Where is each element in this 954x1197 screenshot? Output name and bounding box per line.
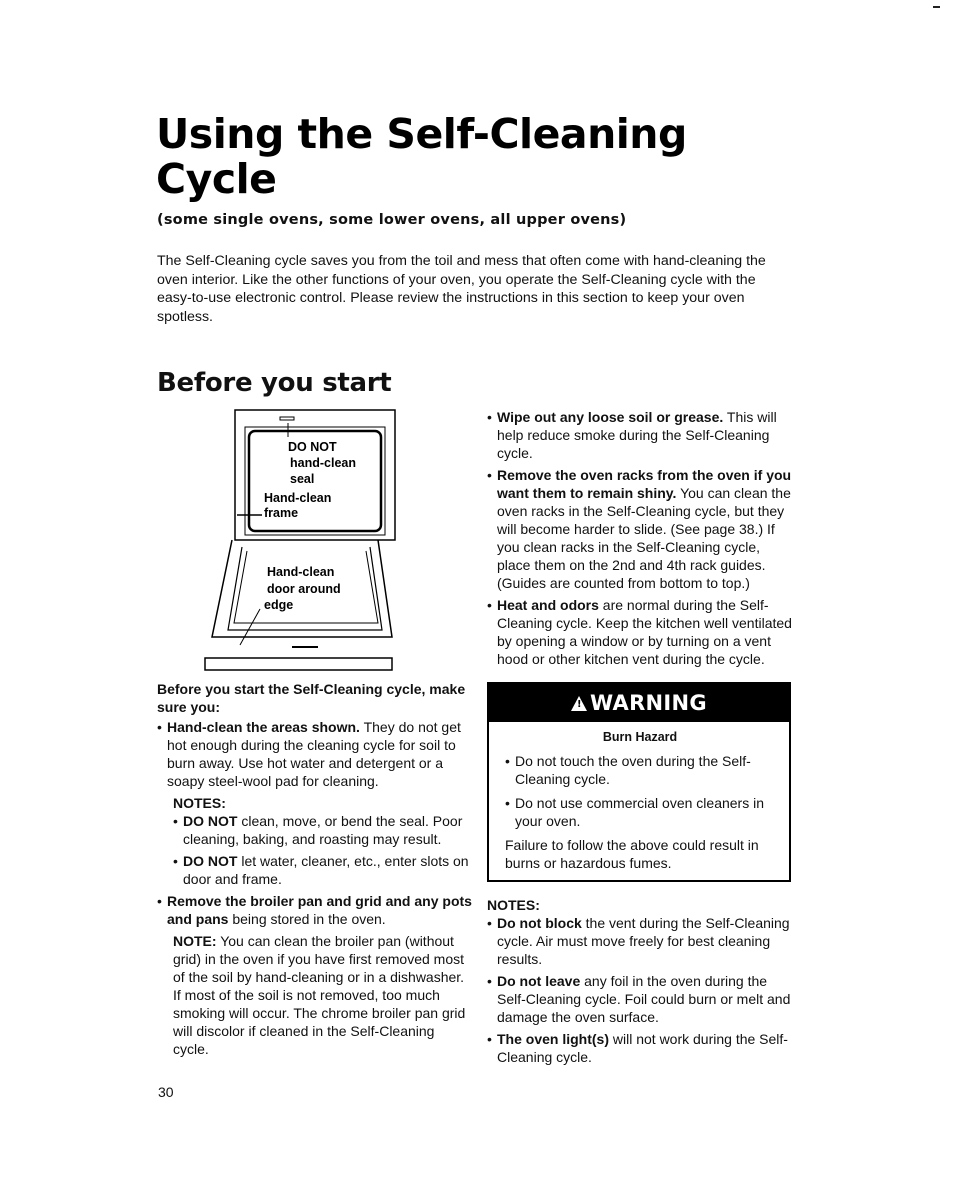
section-title: Before you start xyxy=(157,368,392,398)
list-item: • Do not touch the oven during the Self-Cleaning cycle. xyxy=(505,752,775,788)
oven-diagram xyxy=(200,405,400,677)
list-item: • Do not use commercial oven cleaners in your oven. xyxy=(505,794,775,830)
diagram-label-edge: edge xyxy=(264,598,294,612)
warning-body xyxy=(489,722,789,880)
diagram-label-seal: seal xyxy=(290,472,315,486)
warning-box xyxy=(487,682,791,882)
intro-paragraph: The Self-Cleaning cycle saves you from the toil and mess that often come with hand-cleaning the oven interior. Like the other functions of your oven, you operate the Self-Cleaning cycle with the easy-to-use electronic control. Please review the instructions in this section to keep your oven spotless. xyxy=(157,253,766,325)
notes-label: NOTES: xyxy=(487,897,540,913)
corner-mark xyxy=(933,6,940,8)
warning-triangle-icon: ! xyxy=(571,696,587,711)
left-column xyxy=(157,680,472,1058)
list-item: • Heat and odors are normal during the Self-Cleaning cycle. Keep the kitchen well ventilated by opening a window or by turning on a vent hood or other kitchen vent during the cycle. xyxy=(487,596,792,668)
warning-header: ! WARNING xyxy=(489,684,789,722)
diagram-label-hand-clean-3: Hand-clean xyxy=(267,565,335,579)
diagram-label-hand-clean-2: Hand-clean xyxy=(264,491,332,505)
vent-icon xyxy=(280,417,294,420)
list-item: • The oven light(s) will not work during the Self-Cleaning cycle. xyxy=(487,1030,792,1066)
page-subtitle: (some single ovens, some lower ovens, all upper ovens) xyxy=(157,212,627,228)
list-item: • Hand-clean the areas shown. They do not get hot enough during the cleaning cycle for soil to burn away. Use hot water and detergent or a soapy steel-wool pad for cleaning. xyxy=(157,718,472,790)
left-notes xyxy=(173,794,472,888)
left-lead: Before you start the Self-Cleaning cycle, make sure you: xyxy=(157,681,466,715)
warning-footer: Failure to follow the above could result in burns or hazardous fumes. xyxy=(505,837,759,871)
right-column xyxy=(487,408,792,1070)
diagram-label-hand-clean: hand-clean xyxy=(290,456,356,470)
hazard-title: Burn Hazard xyxy=(602,730,678,744)
page-title: Using the Self-Cleaning Cycle xyxy=(156,110,687,203)
list-item: • Do not leave any foil in the oven during the Self-Cleaning cycle. Foil could burn or melt and damage the oven surface. xyxy=(487,972,792,1026)
list-item: • Wipe out any loose soil or grease. This will help reduce smoke during the Self-Cleaning cycle. xyxy=(487,408,792,462)
list-item: • DO NOT clean, move, or bend the seal. Poor cleaning, baking, and roasting may result. xyxy=(173,812,472,848)
notes-label: NOTES: xyxy=(173,795,226,811)
left-note-broiler xyxy=(173,932,472,1058)
list-item: • Do not block the vent during the Self-Cleaning cycle. Air must move freely for best cleaning results. xyxy=(487,914,792,968)
page-number: 30 xyxy=(158,1084,174,1100)
broiler-note: NOTE: You can clean the broiler pan (without grid) in the oven if you have first removed most of the soil by hand-cleaning or in a dishwasher. If most of the soil is not removed, too much smoking will occur. The chrome broiler pan grid will discolor if cleaned in the Self-Cleaning cycle. xyxy=(173,933,466,1057)
diagram-label-door-around: door around xyxy=(267,582,341,596)
diagram-label-frame: frame xyxy=(264,506,299,520)
list-item: • DO NOT let water, cleaner, etc., enter slots on door and frame. xyxy=(173,852,472,888)
oven-frame xyxy=(235,410,395,540)
door-base xyxy=(205,658,392,670)
diagram-label-do-not: DO NOT xyxy=(288,440,337,454)
list-item: • Remove the broiler pan and grid and any pots and pans being stored in the oven. xyxy=(157,892,472,928)
edge-pointer xyxy=(240,609,260,645)
list-item: • Remove the oven racks from the oven if you want them to remain shiny. You can clean the oven racks in the Self-Cleaning cycle, but they will become harder to slide. (See page 38.) If you clean racks in the Self-Cleaning cycle, place them on the 2nd and 4th rack guides. (Guides are counted from bottom to top.) xyxy=(487,466,792,592)
